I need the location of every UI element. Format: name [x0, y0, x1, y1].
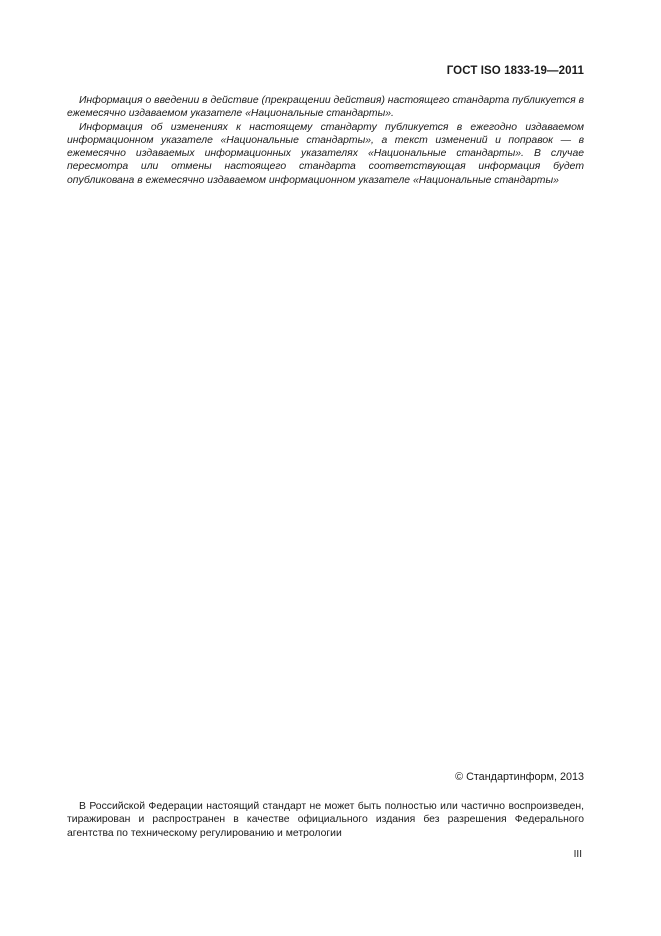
page-number: III	[573, 849, 582, 860]
info-paragraph-amendments: Информация об изменениях к настоящему стандарту публикуется в ежегодно издаваемом информационном указателе «Национальные стандарты», а текст изменений и поправок — в ежемесячно издаваемых информационных указателях «Национальные стандарты». В случае пересмотра или отмены настоящего стандарта соответствующая информация будет опубликована в ежемесячно издаваемом информационном указателе «Национальные стандарты»	[67, 121, 584, 186]
copyright-notice: © Стандартинформ, 2013	[455, 771, 584, 783]
reproduction-rights-notice: В Российской Федерации настоящий стандарт не может быть полностью или частично воспроизведен, тиражирован и распространен в качестве официального издания без разрешения Федерального агентства по техническому регулированию и метрологии	[67, 801, 584, 839]
info-paragraph-introduction: Информация о введении в действие (прекращении действия) настоящего стандарта публикуется в ежемесячно издаваемом указателе «Национальные стандарты».	[67, 95, 584, 120]
standard-code: ГОСТ ISO 1833-19—2011	[446, 65, 584, 77]
publication-info	[67, 94, 584, 187]
